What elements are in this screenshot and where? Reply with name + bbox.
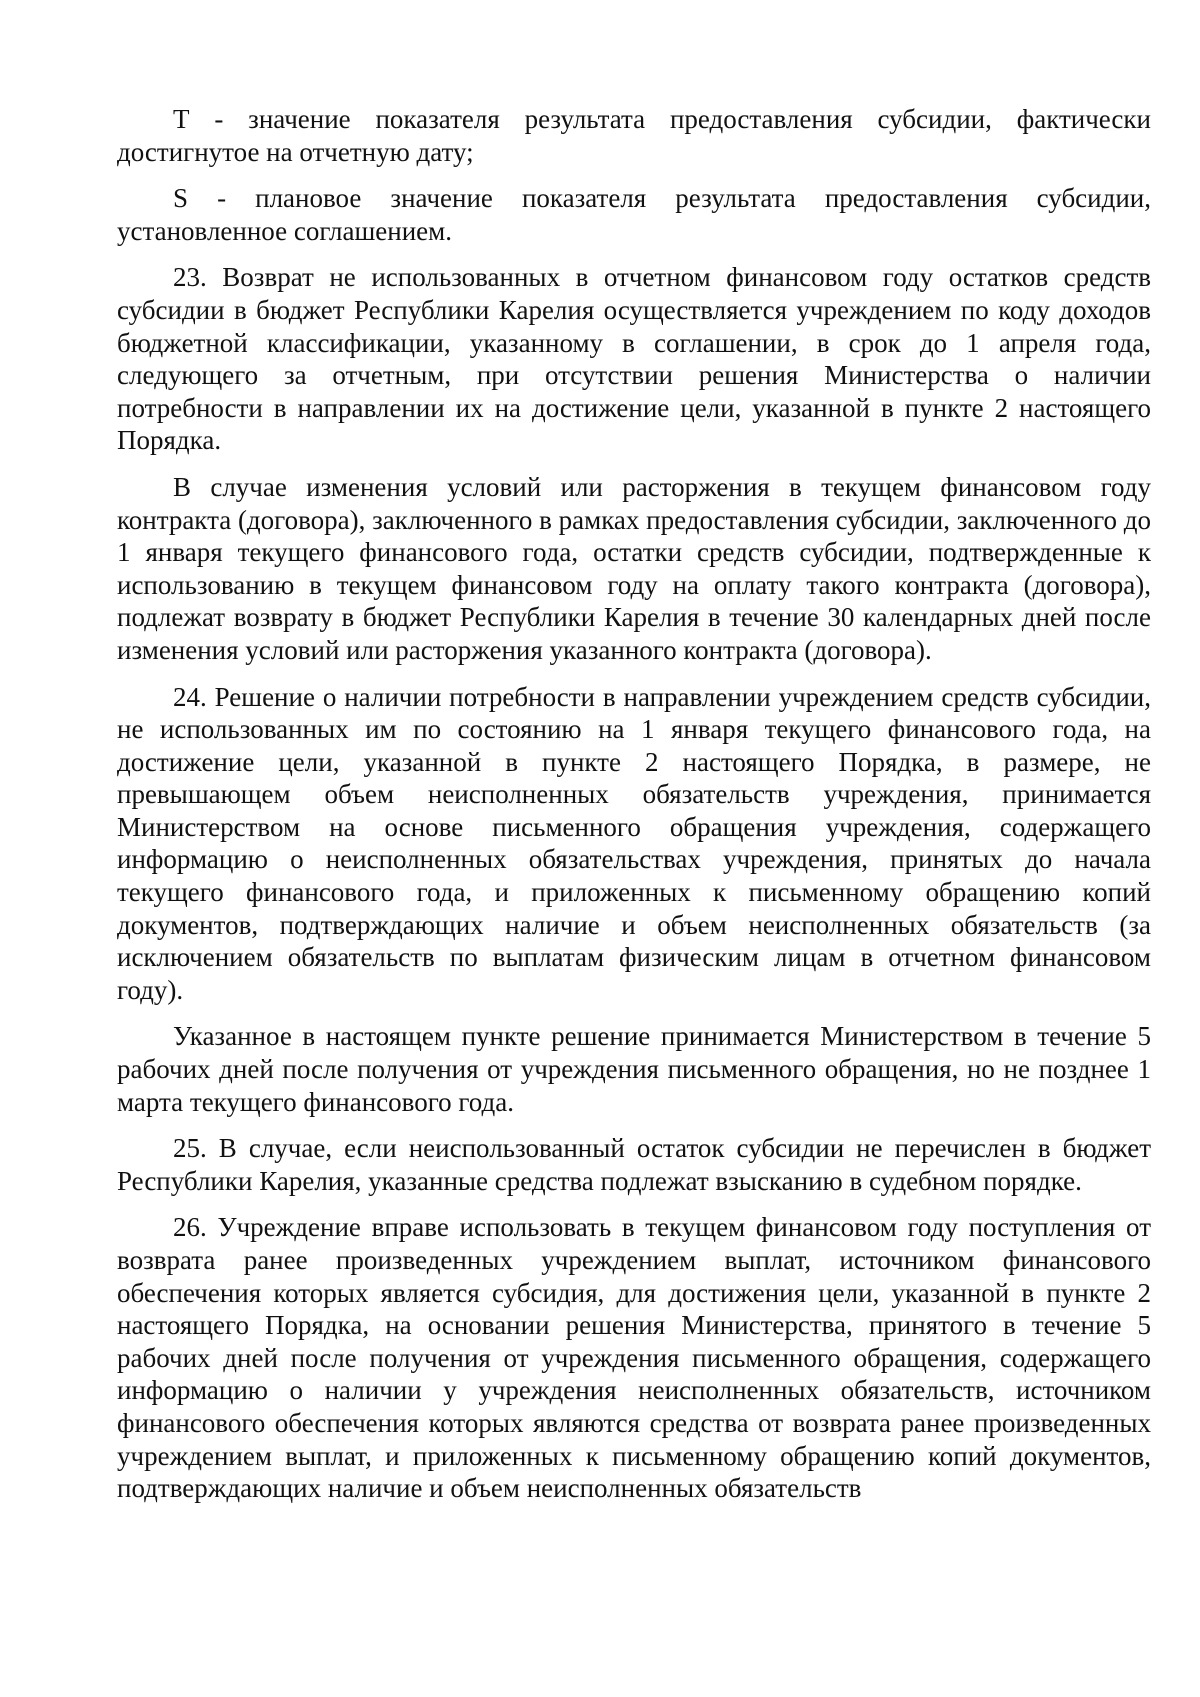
paragraph-24-decision-term: Указанное в настоящем пункте решение принимается Министерством в течение 5 рабочих дней после получения от учреждения письменного обращения, но не позднее 1 марта текущего финансового года. bbox=[117, 1021, 1151, 1117]
paragraph-25: 25. В случае, если неиспользованный остаток субсидии не перечислен в бюджет Республики Карелия, указанные средства подлежат взысканию в судебном порядке. bbox=[117, 1133, 1151, 1196]
paragraph-s-definition: S - плановое значение показателя результата предоставления субсидии, установленное соглашением. bbox=[117, 183, 1151, 246]
paragraph-23-contract-change: В случае изменения условий или расторжения в текущем финансовом году контракта (договора), заключенного в рамках предоставления субсидии, заключенного до 1 января текущего финансового года, остатки средств субсидии, подтвержденные к использованию в текущем финансовом году на оплату такого контракта (договора), подлежат возврату в бюджет Республики Карелия в течение 30 календарных дней после изменения условий или расторжения указанного контракта (договора). bbox=[117, 471, 1151, 665]
paragraph-24: 24. Решение о наличии потребности в направлении учреждением средств субсидии, не использованных им по состоянию на 1 января текущего финансового года, на достижение цели, указанной в пункте 2 настоящего Порядка, в размере, не превышающем объем неисполненных обязательств учреждения, принимается Министерством на основе письменного обращения учреждения, содержащего информацию о неисполненных обязательствах учреждения, принятых до начала текущего финансового года, и приложенных к письменному обращению копий документов, подтверждающих наличие и объем неисполненных обязательств (за исключением обязательств по выплатам физическим лицам в отчетном финансовом году). bbox=[117, 681, 1151, 1005]
paragraph-26: 26. Учреждение вправе использовать в текущем финансовом году поступления от возврата ранее произведенных учреждением выплат, источником финансового обеспечения которых является субсидия, для достижения цели, указанной в пункте 2 настоящего Порядка, на основании решения Министерства, принятого в течение 5 рабочих дней после получения от учреждения письменного обращения, содержащего информацию о наличии у учреждения неисполненных обязательств, источником финансового обеспечения которых являются средства от возврата ранее произведенных учреждением выплат, и приложенных к письменному обращению копий документов, подтверждающих наличие и объем неисполненных обязательств bbox=[117, 1212, 1151, 1504]
paragraph-23: 23. Возврат не использованных в отчетном финансовом году остатков средств субсидии в бюджет Республики Карелия осуществляется учреждением по коду доходов бюджетной классификации, указанному в соглашении, в срок до 1 апреля года, следующего за отчетным, при отсутствии решения Министерства о наличии потребности в направлении их на достижение цели, указанной в пункте 2 настоящего Порядка. bbox=[117, 262, 1151, 456]
document-body bbox=[117, 103, 1151, 1519]
paragraph-t-definition: Т - значение показателя результата предоставления субсидии, фактически достигнутое на отчетную дату; bbox=[117, 104, 1151, 167]
